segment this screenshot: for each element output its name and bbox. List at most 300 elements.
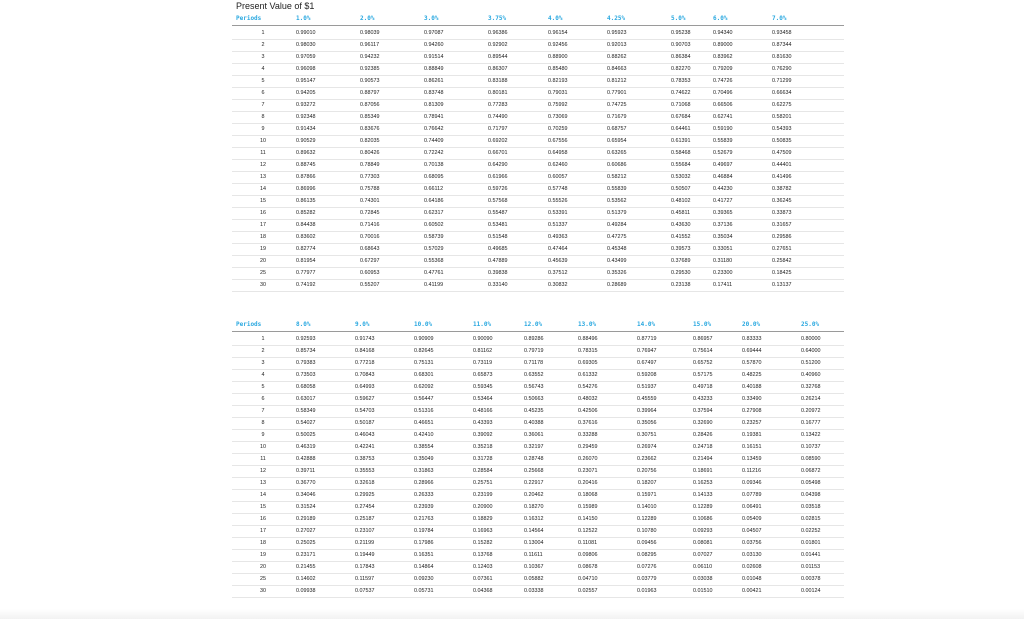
value-cell: 0.70843 (353, 370, 412, 382)
value-cell: 0.38782 (770, 184, 844, 196)
value-cell: 0.87719 (635, 332, 691, 346)
rate-header: 3.75% (486, 12, 546, 26)
table-row (232, 394, 844, 406)
value-cell: 0.39964 (635, 406, 691, 418)
value-cell: 0.19784 (412, 526, 471, 538)
value-cell: 0.23939 (412, 502, 471, 514)
value-cell: 0.79383 (294, 358, 353, 370)
value-cell: 0.91434 (294, 124, 358, 136)
value-cell: 0.21455 (294, 562, 353, 574)
present-value-document (232, 0, 844, 619)
value-cell: 0.73069 (546, 112, 605, 124)
table-row (232, 478, 844, 490)
value-cell: 0.06491 (740, 502, 799, 514)
value-cell: 0.82193 (546, 76, 605, 88)
value-cell: 0.28966 (412, 478, 471, 490)
value-cell: 0.60953 (358, 268, 422, 280)
value-cell: 0.59627 (353, 394, 412, 406)
value-cell: 0.06872 (799, 466, 844, 478)
value-cell: 0.79031 (546, 88, 605, 100)
value-cell: 0.07276 (635, 562, 691, 574)
value-cell: 0.94260 (422, 40, 486, 52)
value-cell: 0.05498 (799, 478, 844, 490)
value-cell: 0.86384 (669, 52, 711, 64)
value-cell: 0.77303 (358, 172, 422, 184)
value-cell: 0.03779 (635, 574, 691, 586)
table-row (232, 220, 844, 232)
value-cell: 0.23107 (353, 526, 412, 538)
value-cell: 0.59208 (635, 370, 691, 382)
value-cell: 0.51337 (546, 220, 605, 232)
value-cell: 0.68058 (294, 382, 353, 394)
value-cell: 0.64461 (669, 124, 711, 136)
value-cell: 0.27027 (294, 526, 353, 538)
table-row (232, 208, 844, 220)
value-cell: 0.02252 (799, 526, 844, 538)
value-cell: 0.51937 (635, 382, 691, 394)
table-row (232, 466, 844, 478)
value-cell: 0.55487 (486, 208, 546, 220)
value-cell: 0.29530 (669, 268, 711, 280)
value-cell: 0.28584 (471, 466, 522, 478)
value-cell: 0.47275 (605, 232, 669, 244)
value-cell: 0.62275 (770, 100, 844, 112)
value-cell: 0.41552 (669, 232, 711, 244)
value-cell: 0.57568 (486, 196, 546, 208)
value-cell: 0.92348 (294, 112, 358, 124)
value-cell: 0.51548 (486, 232, 546, 244)
value-cell: 0.75131 (412, 358, 471, 370)
value-cell: 0.98030 (294, 40, 358, 52)
value-cell: 0.49718 (691, 382, 740, 394)
value-cell: 0.77283 (486, 100, 546, 112)
value-cell: 0.63017 (294, 394, 353, 406)
value-cell: 0.29459 (576, 442, 635, 454)
value-cell: 0.01510 (691, 586, 740, 598)
value-cell: 0.63265 (605, 148, 669, 160)
value-cell: 0.25187 (353, 514, 412, 526)
value-cell: 0.01441 (799, 550, 844, 562)
period-cell: 15 (232, 502, 294, 514)
value-cell: 0.71416 (358, 220, 422, 232)
value-cell: 0.21199 (353, 538, 412, 550)
value-cell: 0.17843 (353, 562, 412, 574)
value-cell: 0.23300 (711, 268, 770, 280)
rate-header: 6.0% (711, 12, 770, 26)
value-cell: 0.04710 (576, 574, 635, 586)
value-cell: 0.89632 (294, 148, 358, 160)
value-cell: 0.73503 (294, 370, 353, 382)
value-cell: 0.01801 (799, 538, 844, 550)
value-cell: 0.13459 (740, 454, 799, 466)
value-cell: 0.92902 (486, 40, 546, 52)
value-cell: 0.41199 (422, 280, 486, 292)
value-cell: 0.25025 (294, 538, 353, 550)
rate-header: 4.0% (546, 12, 605, 26)
value-cell: 0.48166 (471, 406, 522, 418)
value-cell: 0.03518 (799, 502, 844, 514)
value-cell: 0.50187 (353, 418, 412, 430)
value-cell: 0.97059 (294, 52, 358, 64)
value-cell: 0.69305 (576, 358, 635, 370)
value-cell: 0.59190 (711, 124, 770, 136)
value-cell: 0.09293 (691, 526, 740, 538)
value-cell: 0.40188 (740, 382, 799, 394)
value-cell: 0.06110 (691, 562, 740, 574)
value-cell: 0.47509 (770, 148, 844, 160)
value-cell: 0.01153 (799, 562, 844, 574)
value-cell: 0.29586 (770, 232, 844, 244)
period-cell: 7 (232, 100, 294, 112)
value-cell: 0.49284 (605, 220, 669, 232)
value-cell: 0.39573 (669, 244, 711, 256)
value-cell: 0.13137 (770, 280, 844, 292)
value-cell: 0.32618 (353, 478, 412, 490)
value-cell: 0.46884 (711, 172, 770, 184)
value-cell: 0.39092 (471, 430, 522, 442)
value-cell: 0.71178 (522, 358, 576, 370)
value-cell: 0.37136 (711, 220, 770, 232)
period-cell: 13 (232, 172, 294, 184)
value-cell: 0.63552 (522, 370, 576, 382)
value-cell: 0.90703 (669, 40, 711, 52)
value-cell: 0.58212 (605, 172, 669, 184)
value-cell: 0.49697 (711, 160, 770, 172)
value-cell: 0.01048 (740, 574, 799, 586)
value-cell: 0.57175 (691, 370, 740, 382)
value-cell: 0.67556 (546, 136, 605, 148)
value-cell: 0.80181 (486, 88, 546, 100)
value-cell: 0.18270 (522, 502, 576, 514)
value-cell: 0.19449 (353, 550, 412, 562)
period-cell: 18 (232, 538, 294, 550)
value-cell: 0.36061 (522, 430, 576, 442)
value-cell: 0.07361 (471, 574, 522, 586)
value-cell: 0.68643 (358, 244, 422, 256)
value-cell: 0.54703 (353, 406, 412, 418)
value-cell: 0.58468 (669, 148, 711, 160)
period-cell: 5 (232, 76, 294, 88)
value-cell: 0.81954 (294, 256, 358, 268)
value-cell: 0.40388 (522, 418, 576, 430)
rate-header: 11.0% (471, 318, 522, 332)
value-cell: 0.97087 (422, 26, 486, 40)
value-cell: 0.80426 (358, 148, 422, 160)
value-cell: 0.33051 (711, 244, 770, 256)
value-cell: 0.41496 (770, 172, 844, 184)
value-cell: 0.62092 (412, 382, 471, 394)
value-cell: 0.88797 (358, 88, 422, 100)
table-row (232, 40, 844, 52)
value-cell: 0.39838 (486, 268, 546, 280)
value-cell: 0.10686 (691, 514, 740, 526)
period-cell: 7 (232, 406, 294, 418)
value-cell: 0.45559 (635, 394, 691, 406)
value-cell: 0.39365 (711, 208, 770, 220)
value-cell: 0.59726 (486, 184, 546, 196)
value-cell: 0.39711 (294, 466, 353, 478)
period-cell: 11 (232, 454, 294, 466)
value-cell: 0.25668 (522, 466, 576, 478)
value-cell: 0.35034 (711, 232, 770, 244)
value-cell: 0.57748 (546, 184, 605, 196)
value-cell: 0.31863 (412, 466, 471, 478)
value-cell: 0.83676 (358, 124, 422, 136)
value-cell: 0.93458 (770, 26, 844, 40)
value-cell: 0.26974 (635, 442, 691, 454)
value-cell: 0.14564 (522, 526, 576, 538)
value-cell: 0.23071 (576, 466, 635, 478)
value-cell: 0.71299 (770, 76, 844, 88)
value-cell: 0.09456 (635, 538, 691, 550)
value-cell: 0.71068 (669, 100, 711, 112)
value-cell: 0.71679 (605, 112, 669, 124)
value-cell: 0.47464 (546, 244, 605, 256)
value-cell: 0.62460 (546, 160, 605, 172)
value-cell: 0.40960 (799, 370, 844, 382)
table-row (232, 382, 844, 394)
value-cell: 0.76947 (635, 346, 691, 358)
value-cell: 0.61966 (486, 172, 546, 184)
value-cell: 0.98039 (358, 26, 422, 40)
value-cell: 0.25751 (471, 478, 522, 490)
value-cell: 0.53391 (546, 208, 605, 220)
value-cell: 0.11611 (522, 550, 576, 562)
value-cell: 0.26070 (576, 454, 635, 466)
value-cell: 0.55839 (605, 184, 669, 196)
table-row (232, 562, 844, 574)
value-cell: 0.70016 (358, 232, 422, 244)
period-cell: 9 (232, 124, 294, 136)
value-cell: 0.28426 (691, 430, 740, 442)
value-cell: 0.32197 (522, 442, 576, 454)
value-cell: 0.27651 (770, 244, 844, 256)
value-cell: 0.05409 (740, 514, 799, 526)
table-row (232, 550, 844, 562)
value-cell: 0.51379 (605, 208, 669, 220)
table-header-row (232, 12, 844, 26)
value-cell: 0.66112 (422, 184, 486, 196)
value-cell: 0.68095 (422, 172, 486, 184)
value-cell: 0.96117 (358, 40, 422, 52)
value-cell: 0.10367 (522, 562, 576, 574)
table-row (232, 280, 844, 292)
value-cell: 0.70259 (546, 124, 605, 136)
value-cell: 0.72845 (358, 208, 422, 220)
value-cell: 0.66506 (711, 100, 770, 112)
value-cell: 0.20900 (471, 502, 522, 514)
value-cell: 0.08295 (635, 550, 691, 562)
value-cell: 0.00421 (740, 586, 799, 598)
value-cell: 0.65873 (471, 370, 522, 382)
value-cell: 0.82270 (669, 64, 711, 76)
periods-header: Periods (232, 12, 294, 26)
value-cell: 0.79719 (522, 346, 576, 358)
value-cell: 0.99010 (294, 26, 358, 40)
table-row (232, 430, 844, 442)
rate-header: 25.0% (799, 318, 844, 332)
value-cell: 0.11081 (576, 538, 635, 550)
value-cell: 0.16351 (412, 550, 471, 562)
value-cell: 0.16253 (691, 478, 740, 490)
value-cell: 0.78315 (576, 346, 635, 358)
table-row (232, 148, 844, 160)
value-cell: 0.55207 (358, 280, 422, 292)
value-cell: 0.35326 (605, 268, 669, 280)
value-cell: 0.83333 (740, 332, 799, 346)
value-cell: 0.87056 (358, 100, 422, 112)
value-cell: 0.81630 (770, 52, 844, 64)
value-cell: 0.83962 (711, 52, 770, 64)
value-cell: 0.35049 (412, 454, 471, 466)
value-cell: 0.53032 (669, 172, 711, 184)
value-cell: 0.00378 (799, 574, 844, 586)
value-cell: 0.58201 (770, 112, 844, 124)
value-cell: 0.82035 (358, 136, 422, 148)
value-cell: 0.84663 (605, 64, 669, 76)
value-cell: 0.14864 (412, 562, 471, 574)
value-cell: 0.48102 (669, 196, 711, 208)
value-cell: 0.25842 (770, 256, 844, 268)
value-cell: 0.14010 (635, 502, 691, 514)
value-cell: 0.96098 (294, 64, 358, 76)
value-cell: 0.34046 (294, 490, 353, 502)
value-cell: 0.74301 (358, 196, 422, 208)
value-cell: 0.50025 (294, 430, 353, 442)
value-cell: 0.20462 (522, 490, 576, 502)
value-cell: 0.59345 (471, 382, 522, 394)
value-cell: 0.81212 (605, 76, 669, 88)
period-cell: 10 (232, 136, 294, 148)
period-cell: 20 (232, 562, 294, 574)
value-cell: 0.95147 (294, 76, 358, 88)
value-cell: 0.52679 (711, 148, 770, 160)
value-cell: 0.53464 (471, 394, 522, 406)
period-cell: 8 (232, 112, 294, 124)
value-cell: 0.29925 (353, 490, 412, 502)
rate-header: 5.0% (669, 12, 711, 26)
value-cell: 0.86261 (422, 76, 486, 88)
period-cell: 15 (232, 196, 294, 208)
value-cell: 0.83188 (486, 76, 546, 88)
table-row (232, 124, 844, 136)
period-cell: 2 (232, 346, 294, 358)
value-cell: 0.10780 (635, 526, 691, 538)
value-cell: 0.00124 (799, 586, 844, 598)
value-cell: 0.29189 (294, 514, 353, 526)
value-cell: 0.91514 (422, 52, 486, 64)
value-cell: 0.89286 (522, 332, 576, 346)
value-cell: 0.82645 (412, 346, 471, 358)
value-cell: 0.83602 (294, 232, 358, 244)
period-cell: 1 (232, 26, 294, 40)
value-cell: 0.18425 (770, 268, 844, 280)
value-cell: 0.16312 (522, 514, 576, 526)
value-cell: 0.60502 (422, 220, 486, 232)
table-row (232, 232, 844, 244)
value-cell: 0.46043 (353, 430, 412, 442)
table-row (232, 244, 844, 256)
value-cell: 0.44401 (770, 160, 844, 172)
value-cell: 0.74726 (711, 76, 770, 88)
value-cell: 0.31728 (471, 454, 522, 466)
value-cell: 0.03756 (740, 538, 799, 550)
value-cell: 0.08678 (576, 562, 635, 574)
value-cell: 0.37512 (546, 268, 605, 280)
value-cell: 0.27908 (740, 406, 799, 418)
value-cell: 0.20416 (576, 478, 635, 490)
value-cell: 0.88900 (546, 52, 605, 64)
value-cell: 0.33873 (770, 208, 844, 220)
value-cell: 0.55839 (711, 136, 770, 148)
period-cell: 20 (232, 256, 294, 268)
value-cell: 0.92385 (358, 64, 422, 76)
value-cell: 0.05882 (522, 574, 576, 586)
value-cell: 0.84438 (294, 220, 358, 232)
table-row (232, 418, 844, 430)
period-cell: 17 (232, 220, 294, 232)
value-cell: 0.44230 (711, 184, 770, 196)
value-cell: 0.62317 (422, 208, 486, 220)
period-cell: 14 (232, 184, 294, 196)
value-cell: 0.87344 (770, 40, 844, 52)
value-cell: 0.86307 (486, 64, 546, 76)
value-cell: 0.03130 (740, 550, 799, 562)
value-cell: 0.03338 (522, 586, 576, 598)
period-cell: 16 (232, 208, 294, 220)
value-cell: 0.43499 (605, 256, 669, 268)
rate-header: 4.25% (605, 12, 669, 26)
value-cell: 0.78941 (422, 112, 486, 124)
period-cell: 19 (232, 244, 294, 256)
value-cell: 0.94340 (711, 26, 770, 40)
value-cell: 0.21494 (691, 454, 740, 466)
value-cell: 0.58349 (294, 406, 353, 418)
value-cell: 0.95238 (669, 26, 711, 40)
value-cell: 0.56447 (412, 394, 471, 406)
value-cell: 0.94232 (358, 52, 422, 64)
value-cell: 0.85282 (294, 208, 358, 220)
value-cell: 0.07027 (691, 550, 740, 562)
value-cell: 0.32690 (691, 418, 740, 430)
value-cell: 0.85734 (294, 346, 353, 358)
value-cell: 0.64000 (799, 346, 844, 358)
table-row (232, 502, 844, 514)
value-cell: 0.77218 (353, 358, 412, 370)
rate-header: 15.0% (691, 318, 740, 332)
value-cell: 0.94205 (294, 88, 358, 100)
value-cell: 0.88262 (605, 52, 669, 64)
value-cell: 0.56743 (522, 382, 576, 394)
value-cell: 0.90573 (358, 76, 422, 88)
table-row (232, 256, 844, 268)
value-cell: 0.35056 (635, 418, 691, 430)
value-cell: 0.43630 (669, 220, 711, 232)
value-cell: 0.17411 (711, 280, 770, 292)
value-cell: 0.86996 (294, 184, 358, 196)
value-cell: 0.92593 (294, 332, 353, 346)
table-row (232, 88, 844, 100)
value-cell: 0.65752 (691, 358, 740, 370)
value-cell: 0.45348 (605, 244, 669, 256)
value-cell: 0.89000 (711, 40, 770, 52)
rate-header: 14.0% (635, 318, 691, 332)
value-cell: 0.08081 (691, 538, 740, 550)
period-cell: 3 (232, 358, 294, 370)
value-cell: 0.62741 (711, 112, 770, 124)
value-cell: 0.75788 (358, 184, 422, 196)
value-cell: 0.04368 (471, 586, 522, 598)
